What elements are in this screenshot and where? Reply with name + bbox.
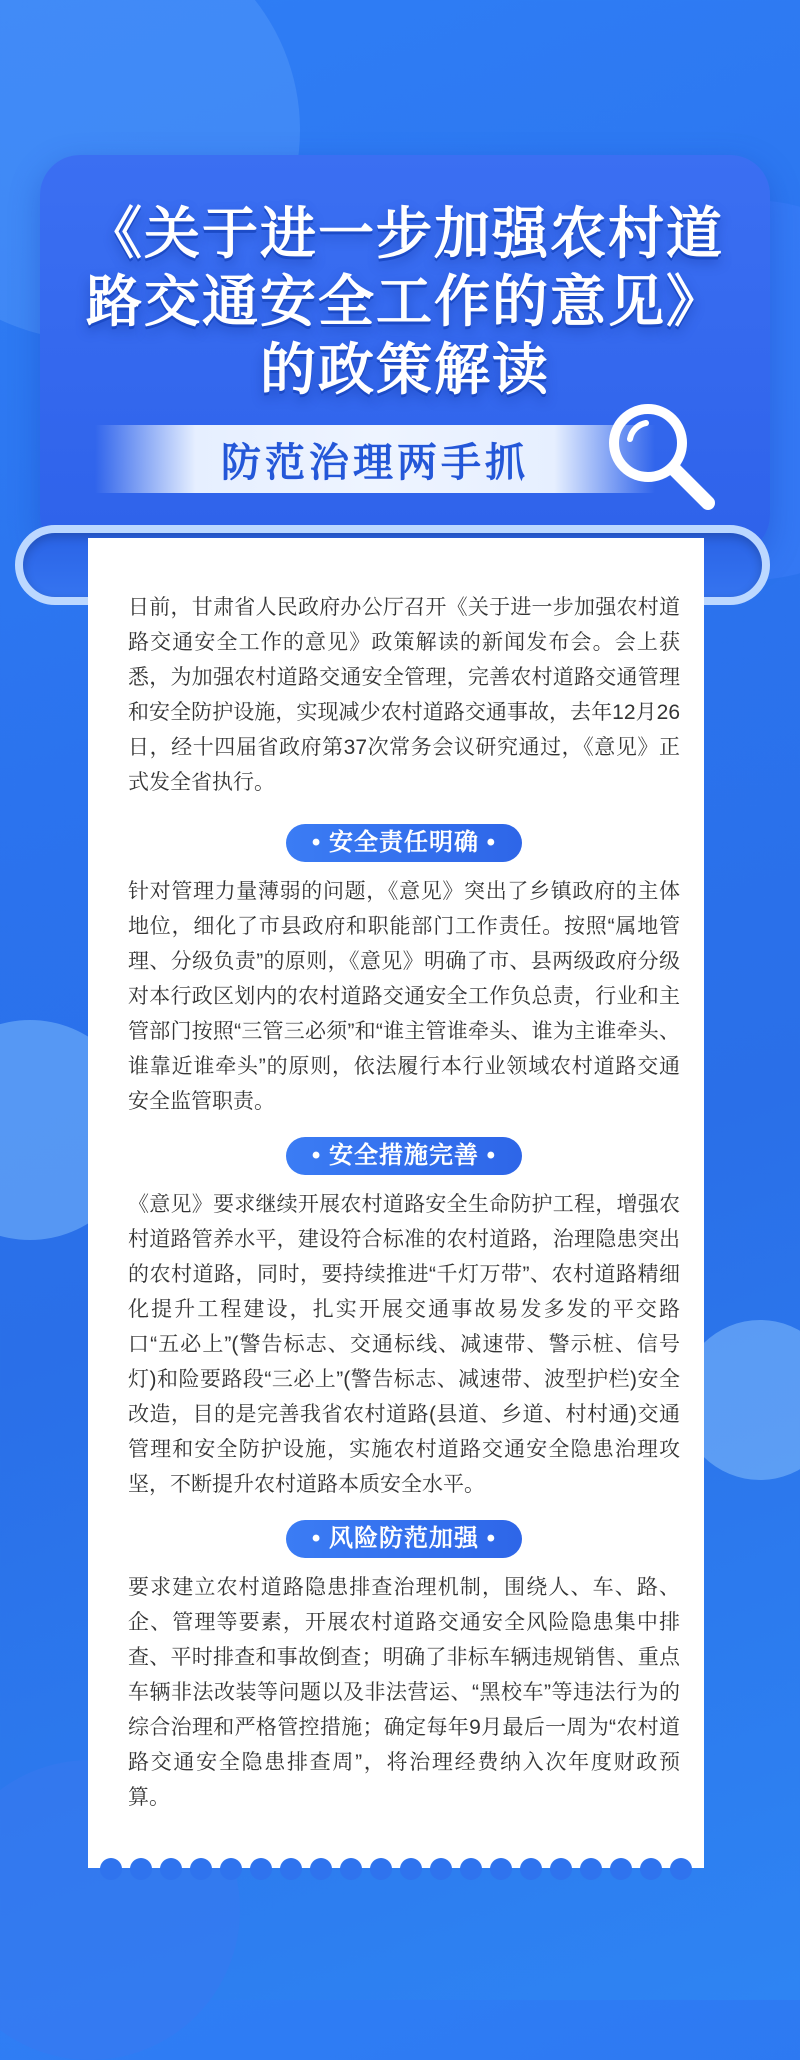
section-heading-label: • 风险防范加强 • [286, 1520, 522, 1558]
intro-paragraph: 日前，甘肃省人民政府办公厅召开《关于进一步加强农村道路交通安全工作的意见》政策解读的新闻发布会。会上获悉，为加强农村道路交通安全管理，完善农村道路交通管理和安全防护设施，实现减少农村道路交通事故，去年12月26日，经十四届省政府第37次常务会议研究通过，《意见》正式发全省执行。 [128, 596, 680, 794]
section-heading-label: • 安全责任明确 • [286, 824, 522, 862]
page-subtitle: 防范治理两手抓 [221, 440, 529, 485]
subtitle-band [95, 425, 655, 493]
section-heading [128, 824, 680, 862]
paper-scalloped-edge [88, 1858, 704, 1880]
page-title: 《关于进一步加强农村道路交通安全工作的意见》的政策解读 [86, 202, 724, 401]
section-paragraph: 《意见》要求继续开展农村道路安全生命防护工程，增强农村道路管养水平，建设符合标准的农村道路，治理隐患突出的农村道路，同时，要持续推进“千灯万带”、农村道路精细化提升工程建设，扎实开展交通事故易发多发的平交路口“五必上”(警告标志、交通标线、减速带、警示桩、信号灯)和险要路段“三必上”(警告标志、减速带、波型护栏)安全改造，目的是完善我省农村道路(县道、乡道、村村通)交通管理和安全防护设施，实施农村道路交通安全隐患治理攻坚，不断提升农村道路本质安全水平。 [128, 1193, 680, 1496]
section-paragraph: 针对管理力量薄弱的问题，《意见》突出了乡镇政府的主体地位，细化了市县政府和职能部门工作责任。按照“属地管理、分级负责”的原则，《意见》明确了市、县两级政府分级对本行政区划内的农村道路交通安全工作负总责，行业和主管部门按照“三管三必须”和“谁主管谁牵头、谁为主谁牵头、谁靠近谁牵头”的原则，依法履行本行业领域农村道路交通安全监管职责。 [128, 880, 680, 1113]
section-heading-label: • 安全措施完善 • [286, 1137, 522, 1175]
section-paragraph: 要求建立农村道路隐患排查治理机制，围绕人、车、路、企、管理等要素，开展农村道路交通安全风险隐患集中排查、平时排查和事故倒查；明确了非标车辆违规销售、重点车辆非法改装等问题以及非法营运、“黑校车”等违法行为的综合治理和严格管控措施；确定每年9月最后一周为“农村道路交通安全隐患排查周”，将治理经费纳入次年度财政预算。 [128, 1576, 680, 1809]
section-heading [128, 1520, 680, 1558]
article-content [128, 590, 680, 1833]
section-heading [128, 1137, 680, 1175]
magnifier-icon [600, 395, 720, 515]
